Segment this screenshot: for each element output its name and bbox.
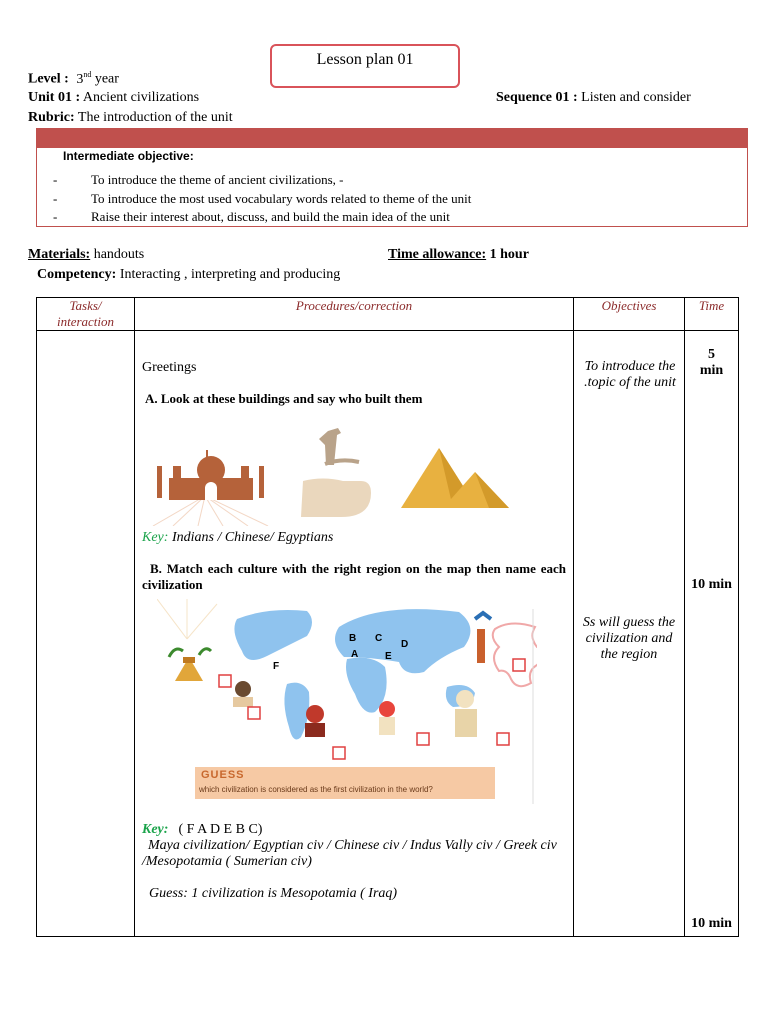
competency-line [37, 267, 340, 283]
guess-title: GUESS [201, 769, 245, 781]
map-letter-f: F [273, 661, 280, 672]
lesson-title: Lesson plan 01 [316, 51, 414, 68]
key-a-label: Key: [142, 530, 169, 545]
guess-answer: Guess: 1 civilization is Mesopotamia ( Iraq) [149, 886, 398, 901]
map-letter-a: A [351, 649, 359, 660]
key-b-text: Maya civilization/ Egyptian civ / Chinese civ / Indus Vally civ / Greek civ /Mesopotamia ( Sumerian civ) [142, 838, 557, 869]
map-letter-e: E [385, 651, 392, 662]
objective-item: - Raise their interest about, discuss, and build the main idea of the unit [53, 209, 450, 224]
level-sup: nd [83, 70, 92, 79]
key-b-order: ( F A D E B C) [178, 822, 263, 837]
materials-label: Materials: [28, 247, 91, 262]
buildings-image [143, 426, 533, 526]
egyptian-figure-icon [233, 681, 253, 707]
pyramids-icon [401, 448, 509, 508]
guess-question: which civilization is considered as the first civilization in the world? [199, 785, 433, 794]
objectives-cell [574, 331, 685, 937]
time-1: 5 min [699, 347, 724, 378]
lesson-table [36, 297, 739, 937]
header-objectives: Objectives [574, 298, 685, 331]
time-allowance-value: 1 hour [486, 247, 529, 262]
objective-item: - To introduce the most used vocabulary words related to theme of the unit [53, 191, 472, 206]
time-allowance-line [388, 247, 529, 263]
great-wall-icon [301, 428, 371, 517]
native-figure-icon [475, 613, 491, 663]
greek-figure-icon [305, 705, 325, 737]
objective-box [36, 128, 748, 227]
task-b-text: B. Match each culture with the right region on the map then name each civilization [142, 561, 566, 592]
header-tasks: Tasks/ interaction [37, 298, 135, 331]
key-a-text: Indians / Chinese/ Egyptians [168, 530, 334, 545]
indian-figure-icon [379, 701, 395, 735]
sequence-label: Sequence 01 : [496, 90, 578, 105]
key-b-line [142, 822, 262, 838]
objective-header-bar [37, 129, 747, 148]
map-letter-c: C [375, 633, 383, 644]
competency-label: Competency: [37, 267, 117, 282]
time-allowance-label: Time allowance: [388, 247, 487, 262]
rubric-line [28, 110, 233, 126]
time-2: 10 min [691, 577, 732, 592]
map-letter-b: B [349, 633, 357, 644]
time-cell [685, 331, 739, 937]
rubric-value: The introduction of the unit [74, 110, 233, 125]
level-num: 3 [76, 71, 84, 87]
procedures-cell [135, 331, 574, 937]
level-label: Level : [28, 71, 69, 87]
level-line [28, 70, 119, 88]
objective-1: To introduce the .topic of the unit [584, 359, 676, 390]
unit-label: Unit 01 : [28, 90, 81, 105]
time-3: 10 min [691, 916, 732, 931]
taj-mahal-icon [153, 450, 268, 526]
objective-heading: Intermediate objective: [63, 149, 194, 163]
competency-value: Interacting , interpreting and producing [116, 267, 341, 282]
materials-value: handouts [90, 247, 145, 262]
header-procedures: Procedures/correction [135, 298, 574, 331]
key-a-line [142, 530, 333, 546]
unit-value: Ancient civilizations [80, 90, 200, 105]
lesson-title-box [270, 44, 460, 88]
level-rest: year [91, 71, 119, 87]
materials-line [28, 247, 144, 263]
objective-item: - To introduce the theme of ancient civilizations, - [53, 172, 344, 187]
tasks-cell [37, 331, 135, 937]
greetings-text: Greetings [142, 360, 197, 375]
header-time: Time [685, 298, 739, 331]
task-a-text: A. Look at these buildings and say who built them [145, 391, 423, 406]
map-letter-d: D [401, 639, 409, 650]
objective-2: Ss will guess the civilization and the region [582, 615, 676, 662]
rubric-label: Rubric: [28, 110, 75, 125]
guess-banner [195, 767, 495, 799]
sequence-value: Listen and consider [577, 90, 691, 105]
maya-pyramid-icon [169, 649, 211, 681]
unit-line [28, 90, 199, 106]
world-map-image [157, 599, 537, 807]
key-b-label: Key: [142, 822, 169, 837]
sumerian-figure-icon [455, 690, 477, 737]
sequence-line [496, 90, 691, 106]
